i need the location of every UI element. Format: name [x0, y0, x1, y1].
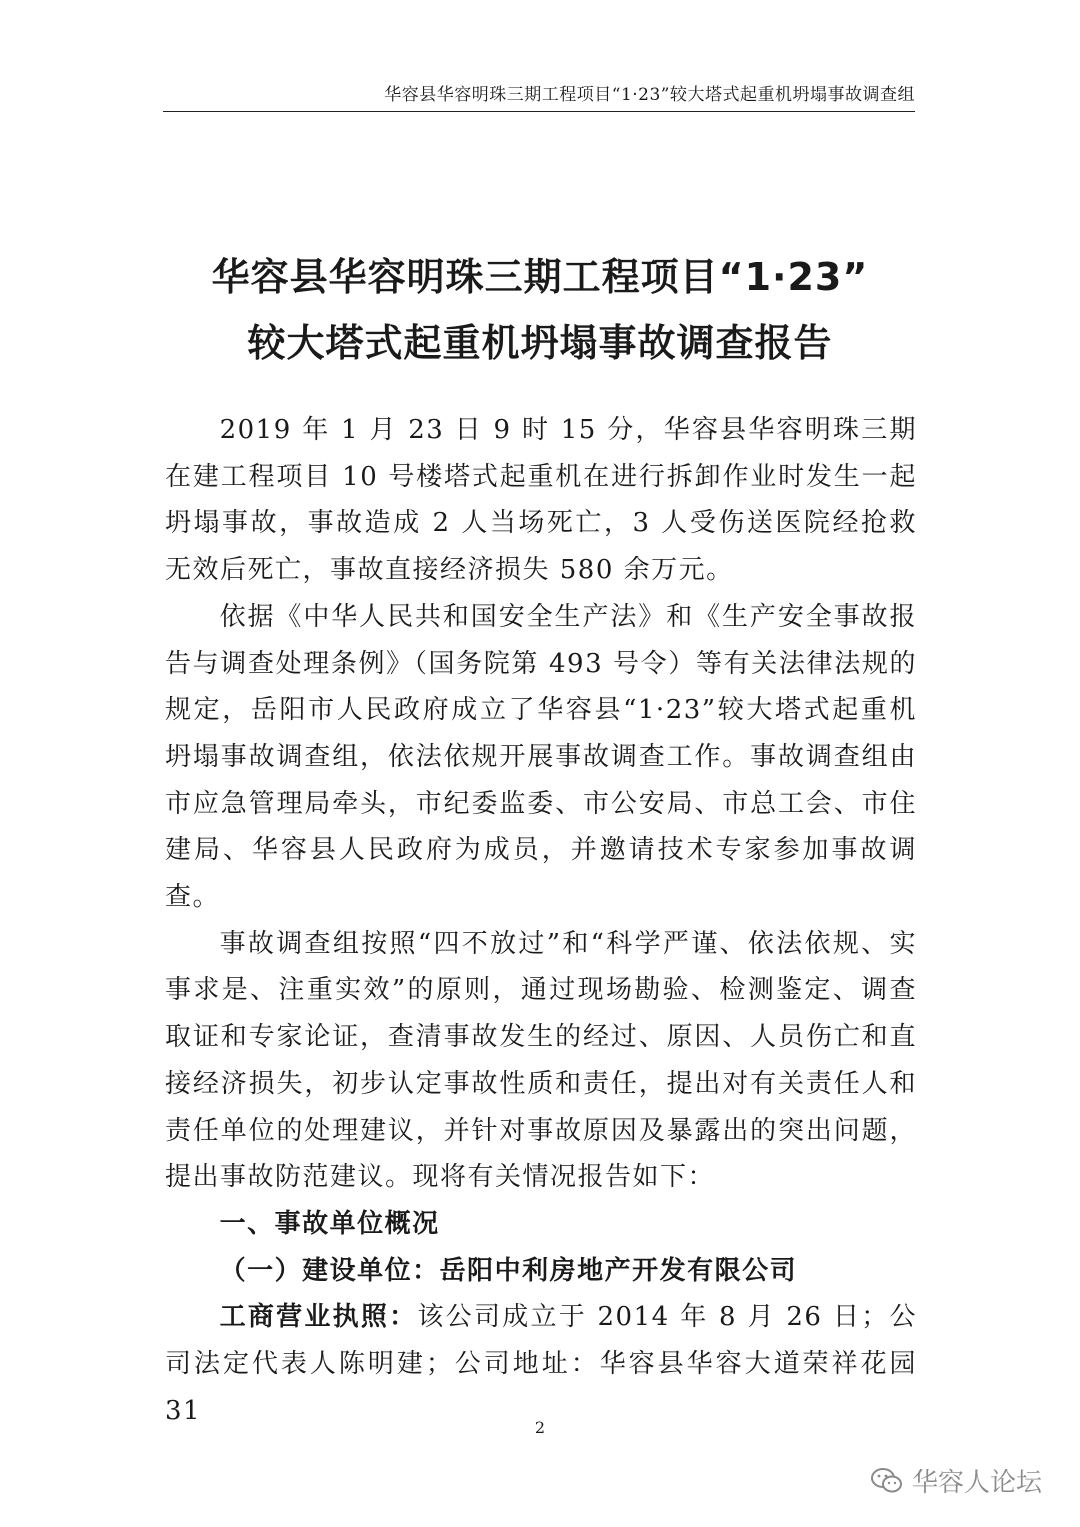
page-number: 2	[534, 1418, 546, 1437]
document-body	[165, 407, 917, 1434]
paragraph-investigation-principles: 事故调查组按照“四不放过”和“科学严谨、依法依规、实事求是、注重实效”的原则，通过现场勘验、检测鉴定、调查取证和专家论证，查清事故发生的经过、原因、人员伤亡和直接经济损失，初步认定事故性质和责任，提出对有关责任人和责任单位的处理建议，并针对事故原因及暴露出的突出问题，提出事故防范建议。现将有关情况报告如下：	[165, 928, 917, 1193]
business-license-text: 该公司成立于 2014 年 8 月 26 日；公司法定代表人陈明建；公司地址：华容县华容大道荣祥花园 31	[165, 1302, 917, 1426]
paragraph-legal-basis: 依据《中华人民共和国安全生产法》和《生产安全事故报告与调查处理条例》（国务院第 493 号令）等有关法律法规的规定，岳阳市人民政府成立了华容县“1·23”较大塔式起重机坍塌事故调查组，依法依规开展事故调查工作。事故调查组由市应急管理局牵头，市纪委监委、市公安局、市总工会、市住建局、华容县人民政府为成员，并邀请技术专家参加事故调查。	[165, 601, 917, 913]
document-title-line-2: 较大塔式起重机坍塌事故调查报告	[247, 321, 833, 365]
watermark-text: 华容人论坛	[912, 1468, 1043, 1498]
paragraph-incident-summary: 2019 年 1 月 23 日 9 时 15 分，华容县华容明珠三期在建工程项目 10 号楼塔式起重机在进行拆卸作业时发生一起坍塌事故，事故造成 2 人当场死亡，3 人受伤送医院经抢救无效后死亡，事故直接经济损失 580 余万元。	[165, 415, 917, 586]
document-title-line-1: 华容县华容明珠三期工程项目“1·23”	[211, 255, 869, 299]
subsection-heading: （一）建设单位：岳阳中利房地产开发有限公司	[219, 1255, 798, 1286]
paragraph-business-license	[165, 1294, 917, 1434]
section-heading: 一、事故单位概况	[219, 1208, 440, 1239]
watermark	[870, 1462, 1042, 1499]
business-license-label: 工商营业执照：	[219, 1302, 418, 1333]
running-header: 华容县华容明珠三期工程项目“1·23”较大塔式起重机坍塌事故调查组	[163, 80, 915, 112]
wechat-icon	[870, 1466, 904, 1496]
